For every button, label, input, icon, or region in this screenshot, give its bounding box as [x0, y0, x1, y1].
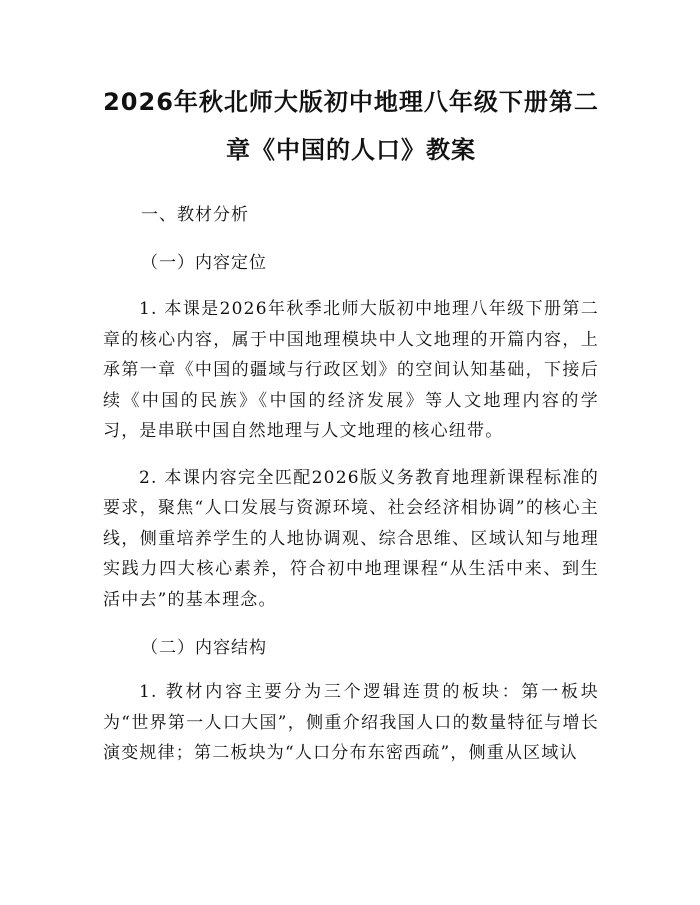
subsection-heading-content-positioning: （一）内容定位 — [141, 253, 267, 273]
title-line-1: 2026年秋北师大版初中地理八年级下册第二 — [103, 88, 599, 116]
paragraph-positioning-2: 2. 本课内容完全匹配2026版义务教育地理新课程标准的要求，聚焦“人口发展与资源环境、社会经济相协调”的核心主线，侧重培养学生的人地协调观、综合思维、区域认知与地理实践力四大核心素养，符合初中地理课程“从生活中来、到生活中去”的基本理念。 — [103, 467, 599, 610]
paragraph-structure-1: 1. 教材内容主要分为三个逻辑连贯的板块：第一板块为“世界第一人口大国”，侧重介绍我国人口的数量特征与增长演变规律；第二板块为“人口分布东密西疏”，侧重从区域认 — [103, 682, 599, 763]
section-heading-textbook-analysis: 一、教材分析 — [141, 205, 249, 225]
subsection-heading-content-structure: （二）内容结构 — [141, 638, 267, 658]
paragraph-positioning-1: 1. 本课是2026年秋季北师大版初中地理八年级下册第二章的核心内容，属于中国地理模块中人文地理的开篇内容，上承第一章《中国的疆域与行政区划》的空间认知基础，下接后续《中国的民族》《中国的经济发展》等人文地理内容的学习，是串联中国自然地理与人文地理的核心纽带。 — [103, 299, 599, 441]
document-title — [103, 78, 599, 174]
title-line-2: 章《中国的人口》教案 — [226, 136, 476, 164]
